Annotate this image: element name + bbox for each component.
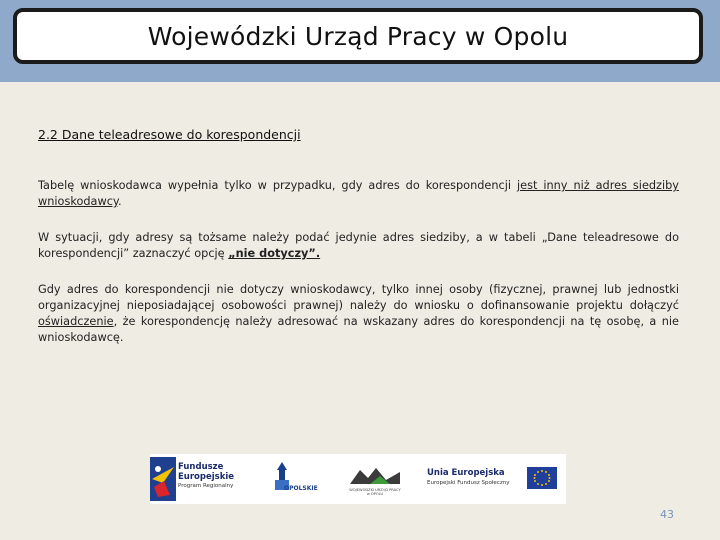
eu-flag-icon bbox=[527, 467, 557, 489]
fe-line-1: Fundusze bbox=[178, 462, 224, 472]
paragraph-2-text: W sytuacji, gdy adresy są tożsame należy podać jedynie adres siedziby, a w tabeli „Dane teleadresowe do korespondencji” zaznaczyć opcję bbox=[38, 231, 679, 260]
paragraph-2-option: „nie dotyczy”. bbox=[228, 247, 321, 260]
paragraph-3 bbox=[38, 282, 679, 346]
wup-text bbox=[342, 488, 408, 496]
section-heading: 2.2 Dane teleadresowe do korespondencji bbox=[38, 127, 301, 142]
wup-logo bbox=[340, 454, 410, 504]
wup-line-1: WOJEWÓDZKI URZĄD PRACY bbox=[349, 488, 401, 492]
opolskie-text: OPOLSKIE bbox=[284, 485, 318, 492]
paragraph-1 bbox=[38, 178, 679, 210]
fe-line-2: Europejskie bbox=[178, 471, 235, 482]
eu-line-2: Europejski Fundusz Społeczny bbox=[427, 480, 510, 486]
paragraph-1-text: Tabelę wnioskodawca wypełnia tylko w przypadku, gdy adres do korespondencji bbox=[38, 179, 517, 192]
paragraph-3-text: Gdy adres do korespondencji nie dotyczy wnioskodawcy, tylko innej osoby (fizycznej, prawnej lub jednostki organizacyjnej nieposiadającej osobowości prawnej) należy do wniosku o dofinansowanie projektu dołączyć bbox=[38, 283, 679, 312]
logo-strip bbox=[150, 454, 566, 504]
eu-logo-text bbox=[427, 468, 509, 488]
page-number: 43 bbox=[660, 508, 674, 521]
paragraph-3-underlined: oświadczenie bbox=[38, 315, 114, 328]
fe-logo-text bbox=[178, 463, 234, 492]
opolskie-logo bbox=[262, 454, 332, 504]
page-title: Wojewódzki Urząd Pracy w Opolu bbox=[147, 21, 569, 51]
eu-logo bbox=[415, 454, 566, 504]
paragraph-1-end: . bbox=[118, 195, 122, 208]
wup-line-2: w OPOLU bbox=[366, 492, 384, 496]
title-box bbox=[13, 8, 703, 64]
fe-line-3: Program Regionalny bbox=[178, 483, 234, 489]
fundusze-europejskie-logo bbox=[150, 454, 260, 504]
paragraph-3-end: , że korespondencję należy adresować na wskazany adres do korespondencji na tę osobę, a nie wnioskodawcę. bbox=[38, 315, 679, 344]
slide-body bbox=[0, 82, 720, 540]
eu-line-1: Unia Europejska bbox=[427, 468, 505, 478]
wup-landscape-icon bbox=[350, 462, 400, 488]
fe-star-icon bbox=[150, 457, 176, 501]
paragraph-1-underlined: jest inny niż adres siedziby wnioskodawcy bbox=[38, 179, 679, 208]
header-band bbox=[0, 0, 720, 82]
paragraph-2 bbox=[38, 230, 679, 262]
